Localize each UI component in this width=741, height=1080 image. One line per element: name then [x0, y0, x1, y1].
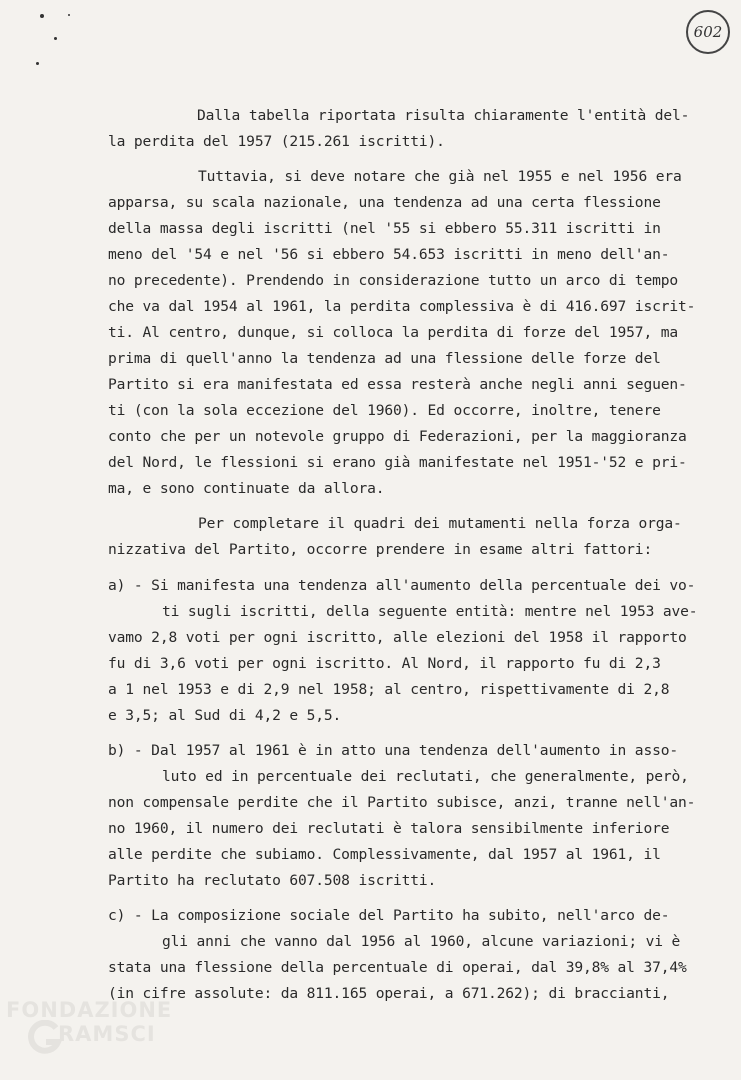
ink-mark	[40, 14, 44, 18]
fondazione-gramsci-watermark	[6, 998, 196, 1078]
text-line: ti sugli iscritti, della seguente entità: mentre nel 1953 ave-	[162, 603, 698, 620]
text-line: alle perdite che subiamo. Complessivamente, dal 1957 al 1961, il	[108, 846, 661, 863]
text-line: conto che per un notevole gruppo di Federazioni, per la maggioranza	[108, 428, 687, 445]
text-line: ti. Al centro, dunque, si colloca la perdita di forze del 1957, ma	[108, 324, 678, 341]
watermark-g-icon	[26, 1020, 62, 1056]
text-line: la perdita del 1957 (215.261 iscritti).	[108, 133, 445, 150]
text-line: c) - La composizione sociale del Partito ha subito, nell'arco de-	[108, 907, 670, 924]
text-line: Partito ha reclutato 607.508 iscritti.	[108, 872, 437, 889]
text-line: luto ed in percentuale dei reclutati, che generalmente, però,	[162, 768, 689, 785]
text-line: apparsa, su scala nazionale, una tendenza ad una certa flessione	[108, 194, 661, 211]
text-line: meno del '54 e nel '56 si ebbero 54.653 iscritti in meno dell'an-	[108, 246, 670, 263]
text-line: del Nord, le flessioni si erano già manifestate nel 1951-'52 e pri-	[108, 454, 687, 471]
text-line: Dalla tabella riportata risulta chiaramente l'entità del-	[197, 107, 690, 124]
page-number-stamp: 602	[686, 10, 730, 54]
ink-mark	[36, 62, 39, 65]
text-line: non compensale perdite che il Partito subisce, anzi, tranne nell'an-	[108, 794, 696, 811]
text-line: no precedente). Prendendo in considerazione tutto un arco di tempo	[108, 272, 678, 289]
text-line: ma, e sono continuate da allora.	[108, 480, 385, 497]
text-line: prima di quell'anno la tendenza ad una flessione delle forze del	[108, 350, 661, 367]
text-line: e 3,5; al Sud di 4,2 e 5,5.	[108, 707, 342, 724]
text-line: gli anni che vanno dal 1956 al 1960, alcune variazioni; vi è	[162, 933, 681, 950]
text-line: b) - Dal 1957 al 1961 è in atto una tendenza dell'aumento in asso-	[108, 742, 678, 759]
text-line: no 1960, il numero dei reclutati è talora sensibilmente inferiore	[108, 820, 670, 837]
watermark-line-1: FONDAZIONE	[6, 998, 173, 1022]
text-line: a 1 nel 1953 e di 2,9 nel 1958; al centro, rispettivamente di 2,8	[108, 681, 670, 698]
text-line: vamo 2,8 voti per ogni iscritto, alle elezioni del 1958 il rapporto	[108, 629, 687, 646]
text-line: stata una flessione della percentuale di operai, dal 39,8% al 37,4%	[108, 959, 687, 976]
text-line: che va dal 1954 al 1961, la perdita complessiva è di 416.697 iscrit-	[108, 298, 696, 315]
text-line: della massa degli iscritti (nel '55 si ebbero 55.311 iscritti in	[108, 220, 661, 237]
text-line: Partito si era manifestata ed essa resterà anche negli anni seguen-	[108, 376, 687, 393]
text-line: (in cifre assolute: da 811.165 operai, a 671.262); di braccianti,	[108, 985, 670, 1002]
ink-mark	[54, 37, 57, 40]
text-line: ti (con la sola eccezione del 1960). Ed occorre, inoltre, tenere	[108, 402, 661, 419]
text-line: Per completare il quadri dei mutamenti nella forza orga-	[198, 515, 682, 532]
text-line: Tuttavia, si deve notare che già nel 1955 e nel 1956 era	[198, 168, 682, 185]
watermark-line-2: RAMSCI	[58, 1022, 156, 1046]
text-line: nizzativa del Partito, occorre prendere in esame altri fattori:	[108, 541, 653, 558]
ink-mark	[68, 14, 70, 16]
text-line: a) - Si manifesta una tendenza all'aumento della percentuale dei vo-	[108, 577, 696, 594]
text-line: fu di 3,6 voti per ogni iscritto. Al Nord, il rapporto fu di 2,3	[108, 655, 661, 672]
